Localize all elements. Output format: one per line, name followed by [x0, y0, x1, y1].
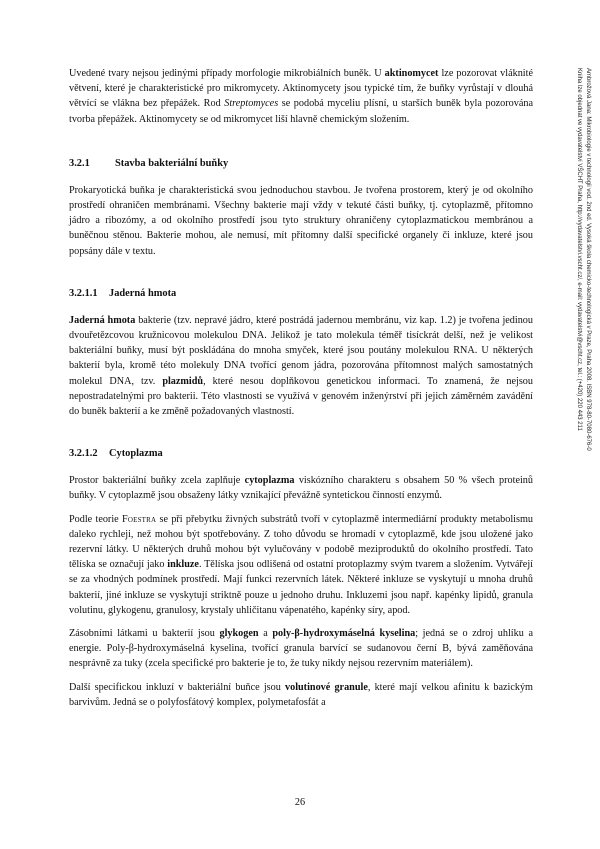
citation-side-note: [572, 68, 592, 628]
text-run: Další specifickou inkluzí v bakteriální buňce jsou: [69, 681, 285, 693]
text-run: se podobá myceliu plísní, u starších buněk byla pozorována tvorba přepážek. Aktinomycety se od mikromycet liší hlavně chemickým složením.: [69, 98, 533, 125]
term-jaderna-hmota: Jaderná hmota: [69, 314, 136, 326]
intro-paragraph: [69, 66, 533, 127]
text-run: Prostor bakteriální buňky zcela zaplňuje: [69, 475, 245, 487]
section-title: Jaderná hmota: [109, 287, 177, 299]
text-run: , které mají velkou afinitu k bazickým barvivům. Jedná se o polyfosfátový komplex, polymetafosfát a: [69, 681, 533, 708]
term-inkluze: inkluze: [167, 559, 199, 571]
paragraph-jaderna-hmota: [69, 313, 533, 419]
page-body: [69, 66, 533, 710]
author-foestra: Foestra: [121, 513, 157, 525]
text-run: lze pozorovat vláknité větvení, které je charakteristické pro mikromycety. Aktinomycety jsou typické tím, že buňky vyrůstají v dlouhá větvící se vlákna bez přepážek. Rod: [69, 68, 533, 110]
paragraph-cytoplazma-4: [69, 680, 533, 710]
text-run: ; jedná se o zdroj uhlíku a energie. Poly-β-hydroxymáselná kyselina, tvořící granula barvící se sudanovou černí B, bývá zaměňována nesprávně za tuky (zcela specifické pro bakterie je to, že tuky nikdy nejsou rezervním materiálem).: [69, 628, 533, 670]
term-glykogen: glykogen: [219, 628, 259, 640]
section-heading-3-2-1-2: [69, 447, 533, 461]
text-run: Podle teorie: [69, 513, 122, 525]
term-phb: poly-β-hydroxymáselná kyselina: [272, 628, 416, 640]
section-heading-3-2-1-1: [69, 287, 533, 301]
term-plazmidu: plazmidů: [162, 375, 204, 387]
citation-line-2: Kniha lze objednat ve vydavatelství VŠCHT Praha, http://vydavatelstvi.vscht.cz/, e-mail: vydavatelstvi@vscht.cz, tel.: (+420) 220 443 211: [576, 68, 582, 431]
text-run: a: [258, 628, 273, 640]
text-run: se při přebytku živných substrátů tvoří v cytoplazmě intermediární produkty metabolismu daleko rychleji, než mohou být spotřebovány. Z toho důvodu se hromadí v cytoplazmě, kde jsou uložené jako rezervní látky. U některých druhů mohou být vylučovány v podobě meziproduktů do okolního prostředí. Tato tělíska se označují jako: [69, 513, 533, 571]
paragraph-cytoplazma-3: [69, 626, 533, 672]
text-run: viskózního charakteru s obsahem 50 % všech proteinů buňky. V cytoplazmě jsou obsaženy látky vznikající převážně syntetickou činností enzymů.: [69, 475, 533, 502]
term-aktinomycet: aktinomycet: [384, 68, 439, 79]
text-run: Zásobními látkami u bakterií jsou: [69, 628, 220, 640]
text-run: . Tělíska jsou odlišená od ostatní protoplazmy svým tvarem a složením. Vytvářejí se za vhodných podmínek prostředí. Mají funkci rezervních látek. Některé inkluze se vyskytují u mnoha druhů bakterií, jiné inkluze se vyskytují striktně pouze u jednoho druhu. Inkluzemi jsou např. kapénky lipidů, granula volutinu, glykogenu, granulosy, krystaly uhličitanu vápenatého, kapénky síry, apod.: [69, 559, 533, 616]
term-volutinove-granule: volutinové granule: [285, 681, 368, 693]
paragraph-stavba: Prokaryotická buňka je charakteristická svou jednoduchou stavbou. Je tvořena prostorem, který je od okolního prostředí ohraničen membránami. Všechny bakterie mají vždy v tekuté části buňky, tj. cytoplazmě, přítomno jádro a ribozómy, a od okolního prostředí jsou tyto struktury ohraničeny cytoplazmatickou membránou a buněčnou stěnou. Bakterie mohou, ale nemusí, mít přítomny další specifické organely či inkluze, které jsou popsány dále v textu.: [69, 184, 533, 257]
section-number: 3.2.1.2: [69, 448, 98, 460]
text-run: bakterie (tzv. nepravé jádro, které postrádá jadernou membránu, viz kap. 1.2) je tvořena jedinou dvouřetězcovou kružnicovou molekulou DNA. Jelikož je tato molekula téměř tisíckrát delší, než je velikost bakteriální buňky, musí být poskládána do mnoha smyček, které jsou poutány molekulou RNA. U některých bakterií byla, kromě této molekuly DNA tvořící genom jádra, pozorována přítomnost malých samostatných molekul DNA, tzv.: [69, 314, 533, 387]
paragraph-cytoplazma-2: [69, 512, 533, 618]
term-cytoplazma: cytoplazma: [244, 475, 295, 487]
paragraph-cytoplazma-1: [69, 473, 533, 503]
section-title: Stavba bakteriální buňky: [115, 157, 229, 169]
genus-streptomyces: Streptomyces: [224, 98, 279, 110]
section-title: Cytoplazma: [109, 448, 163, 460]
page-number: 26: [294, 797, 306, 808]
section-number: 3.2.1: [69, 157, 90, 169]
section-number: 3.2.1.1: [69, 287, 98, 299]
citation-line-1: Ambrožová Jana: Mikrobiologie v technologii vod. 2nd ed. Vysoká škola chemicko-technologická v Praze, Praha 2008. ISBN 978-80-7080-676-0: [585, 68, 591, 451]
section-heading-3-2-1: [69, 157, 533, 171]
text-run: Uvedené tvary nejsou jedinými případy morfologie mikrobiálních buněk. U: [69, 68, 385, 79]
text-run: , které nesou doplňkovou genetickou informaci. To znamená, že nejsou nepostradatelnými pro bakterii. Této vlastnosti se využívá v genovém inženýrství při jejich záměrném zavádění do buněk bakterií a ke změně požadovaných vlastností.: [69, 375, 533, 418]
